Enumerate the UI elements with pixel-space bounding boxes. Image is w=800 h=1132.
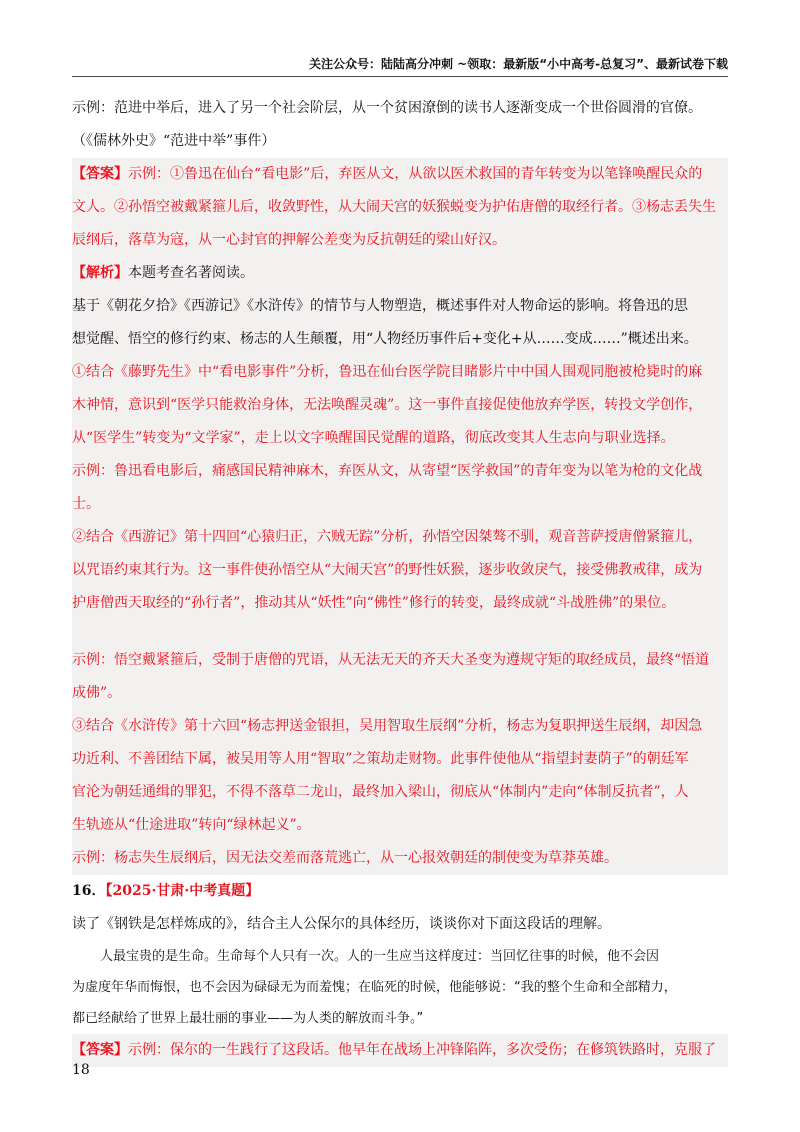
analysis-line: 示例：悟空戴紧箍后，受制于唐僧的咒语，从无法无天的齐天大圣变为遵规守矩的取经成员，最终“悟道 bbox=[72, 644, 728, 677]
answer-line bbox=[72, 158, 728, 191]
page-header: 关注公众号：陆陆高分冲刺 ~领取：最新版“小中高考-总复习”、最新试卷下载 bbox=[309, 57, 728, 71]
question-source: 【2025·甘肃·中考真题】 bbox=[105, 883, 260, 899]
answer-line: 文人。②孙悟空被戴紧箍儿后，收敛野性，从大闹天宫的妖猴蜕变为护佑唐僧的取经行者。③杨志丢失生 bbox=[72, 191, 728, 224]
analysis-line: 护唐僧西天取经的“孙行者”，推动其从“妖性”向“佛性”修行的转变，最终成就“斗战胜佛”的果位。 bbox=[72, 587, 728, 620]
question-heading bbox=[72, 875, 728, 908]
answer-line: 辰纲后，落草为寇，从一心封官的押解公差变为反抗朝廷的梁山好汉。 bbox=[72, 224, 728, 257]
text-line: 示例：范进中举后，进入了另一个社会阶层，从一个贫困潦倒的读书人逐渐变成一个世俗圆滑的官僚。 bbox=[72, 100, 702, 116]
text-line: （《儒林外史》“范进中举”事件） bbox=[72, 133, 276, 149]
answer-tag: 【答案】 bbox=[72, 166, 128, 182]
analysis-line: 以咒语约束其行为。这一事件使孙悟空从“大闹天宫”的野性妖猴，逐步收敛戾气，接受佛教戒律，成为 bbox=[72, 554, 728, 587]
document-body bbox=[72, 92, 728, 1067]
question-number: 16． bbox=[72, 883, 106, 899]
quote-line: 都已经献给了世界上最壮丽的事业——为人类的解放而斗争。” bbox=[72, 1011, 424, 1026]
quote-line: 人最宝贵的是生命。生命每个人只有一次。人的一生应当这样度过：当回忆往事的时候，他不会因 bbox=[100, 949, 660, 964]
analysis-line: 官沦为朝廷通缉的罪犯，不得不落草二龙山，最终加入梁山，彻底从“体制内”走向“体制反抗者”，人 bbox=[72, 776, 728, 809]
question-text: 读了《钢铁是怎样炼成的》，结合主人公保尔的具体经历，谈谈你对下面这段话的理解。 bbox=[72, 916, 611, 932]
analysis-text: 本题考查名著阅读。 bbox=[128, 265, 254, 281]
analysis-line: 生轨迹从“仕途进取”转向“绿林起义”。 bbox=[72, 809, 728, 842]
answer-text: 示例：保尔的一生践行了这段话。他早年在战场上冲锋陷阵，多次受伤；在修筑铁路时，克服了 bbox=[128, 1042, 716, 1058]
analysis-line: 基于《朝花夕拾》《西游记》《水浒传》的情节与人物塑造，概述事件对人物命运的影响。将鲁迅的思 bbox=[72, 290, 728, 323]
analysis-line: 从“医学生”转变为“文学家”，走上以文字唤醒国民觉醒的道路，彻底改变其人生志向与职业选择。 bbox=[72, 422, 728, 455]
page-number: 18 bbox=[72, 1062, 90, 1078]
analysis-line: 成佛”。 bbox=[72, 677, 728, 710]
quote-line: 为虚度年华而悔恨，也不会因为碌碌无为而羞愧；在临死的时候，他能够说：“我的整个生命和全部精力， bbox=[72, 980, 677, 995]
analysis-tag: 【解析】 bbox=[72, 265, 128, 281]
answer-tag: 【答案】 bbox=[72, 1042, 128, 1058]
answer-line bbox=[72, 1034, 728, 1067]
analysis-line: 示例：鲁迅看电影后，痛感国民精神麻木，弃医从文，从寄望“医学救国”的青年变为以笔为枪的文化战 bbox=[72, 455, 728, 488]
analysis-line: ③结合《水浒传》第十六回“杨志押送金银担，吴用智取生辰纲”分析，杨志为复职押送生辰纲，却因急 bbox=[72, 710, 728, 743]
analysis-line: 木神情，意识到“医学只能救治身体，无法唤醒灵魂”。这一事件直接促使他放弃学医，转投文学创作， bbox=[72, 389, 728, 422]
header-divider bbox=[72, 76, 728, 77]
analysis-line: 士。 bbox=[72, 488, 728, 521]
analysis-line: ①结合《藤野先生》中“看电影事件”分析，鲁迅在仙台医学院目睹影片中中国人围观同胞被枪毙时的麻 bbox=[72, 356, 728, 389]
analysis-line: ②结合《西游记》第十四回“心猿归正，六贼无踪”分析，孙悟空因桀骜不驯，观音菩萨授唐僧紧箍儿， bbox=[72, 521, 728, 554]
analysis-line: 示例：杨志失生辰纲后，因无法交差而落荒逃亡，从一心报效朝廷的制使变为草莽英雄。 bbox=[72, 842, 728, 875]
analysis-line: 功近利、不善团结下属，被吴用等人用“智取”之策劫走财物。此事件使他从“指望封妻荫子”的朝廷军 bbox=[72, 743, 728, 776]
analysis-line bbox=[72, 257, 728, 290]
analysis-line: 想觉醒、悟空的修行约束、杨志的人生颠覆，用“人物经历事件后+变化+从……变成……”概述出来。 bbox=[72, 323, 728, 356]
blank-line bbox=[72, 620, 728, 644]
answer-text: 示例：①鲁迅在仙台“看电影”后，弃医从文，从欲以医术救国的青年转变为以笔锋唤醒民众的 bbox=[128, 166, 703, 182]
